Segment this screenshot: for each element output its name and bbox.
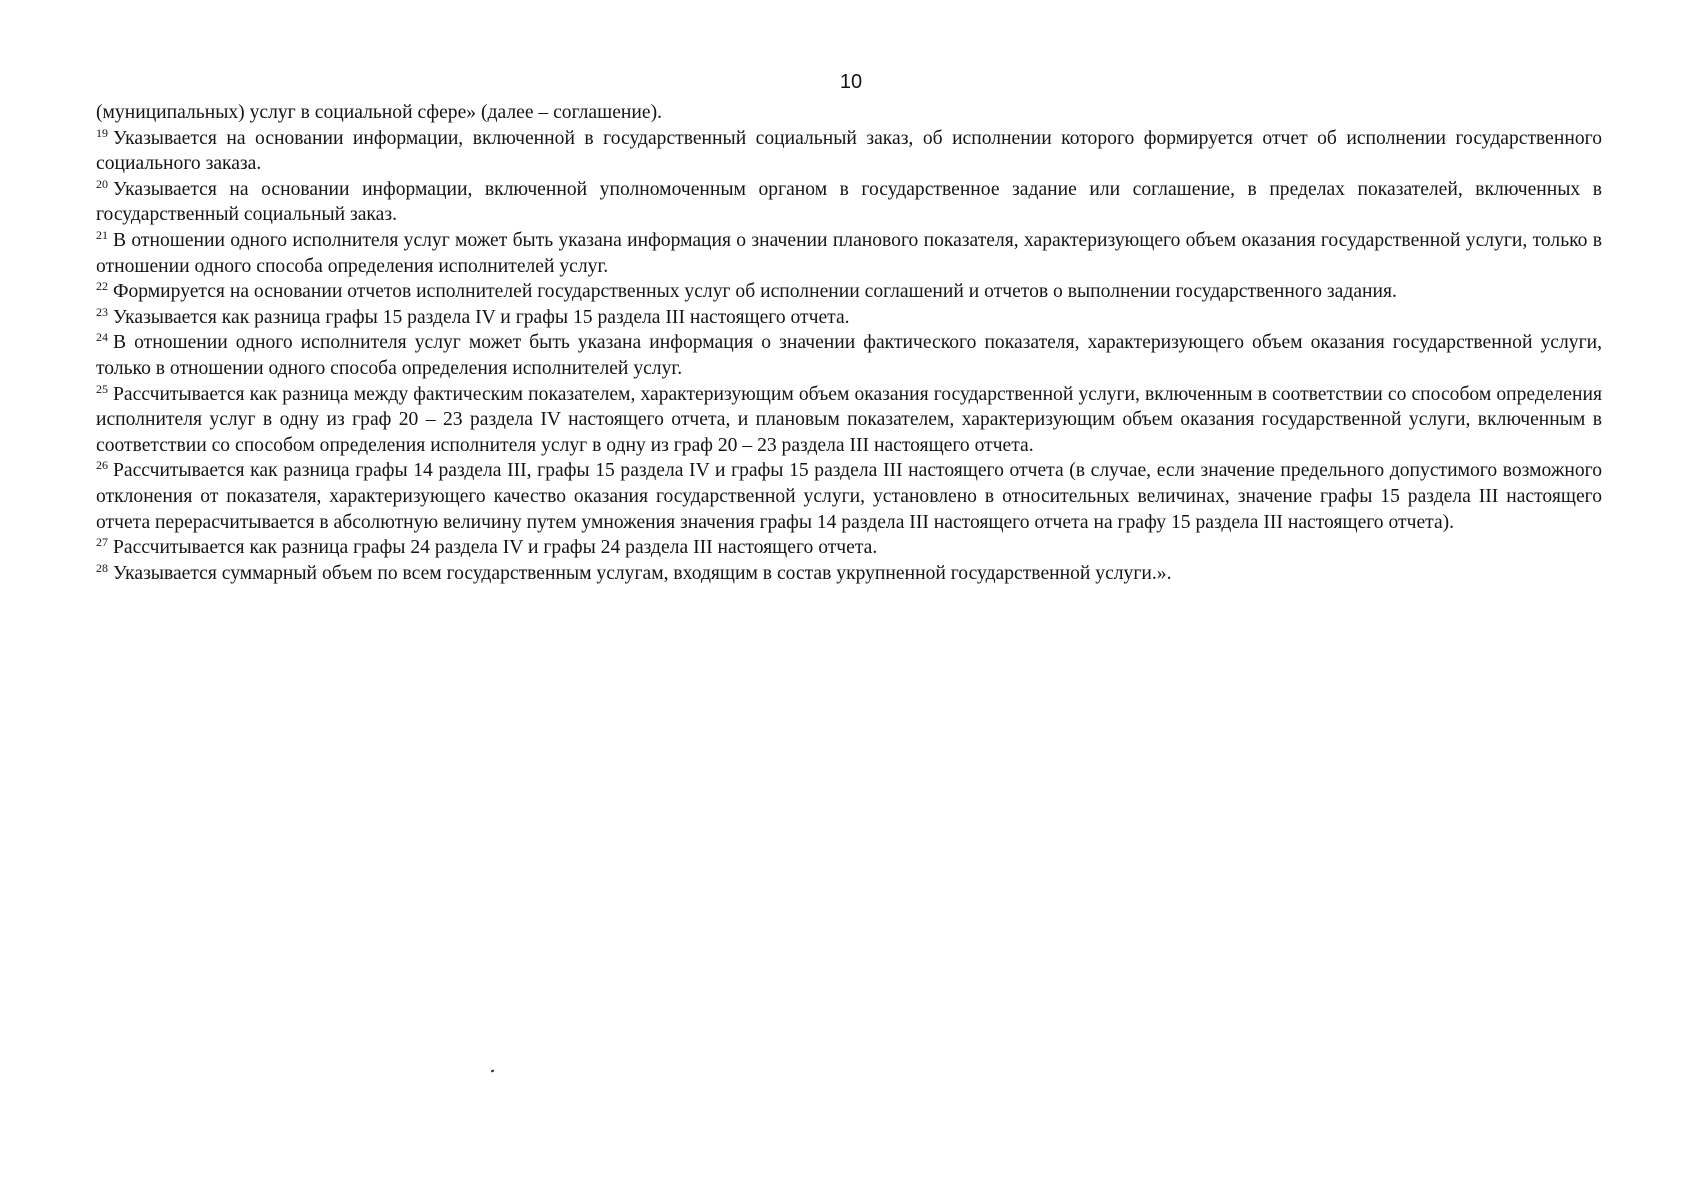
footnote-text: Указывается на основании информации, включенной в государственный социальный заказ, об исполнении которого формируется отчет об исполнении государственного социального заказа. [96,127,1602,175]
footnote-text: Указывается суммарный объем по всем государственным услугам, входящим в состав укрупненной государственной услуги.». [113,562,1172,584]
footnote-23 [96,305,1602,331]
footnote-19 [96,126,1602,177]
footnote-marker: 23 [96,304,108,319]
scan-artifact [491,1070,495,1073]
footnote-20 [96,177,1602,228]
footnote-text: Указывается на основании информации, включенной уполномоченным органом в государственное задание или соглашение, в пределах показателей, включенных в государственный социальный заказ. [96,178,1602,226]
footnote-text: Указывается как разница графы 15 раздела IV и графы 15 раздела III настоящего отчета. [113,306,850,328]
footnote-25 [96,382,1602,459]
footnote-text: В отношении одного исполнителя услуг может быть указана информация о значении планового показателя, характеризующего объем оказания государственной услуги, только в отношении одного способа определения исполнителей услуг. [96,229,1602,277]
footnote-28 [96,561,1602,587]
footnote-text: Рассчитывается как разница графы 14 раздела III, графы 15 раздела IV и графы 15 раздела III настоящего отчета (в случае, если значение предельного допустимого возможного отклонения от показателя, характеризующего качество оказания государственной услуги, установлено в относительных величинах, значение графы 15 раздела III настоящего отчета перерасчитывается в абсолютную величину путем умножения значения графы 14 раздела III настоящего отчета на графу 15 раздела III настоящего отчета). [96,460,1602,533]
footnote-marker: 25 [96,381,108,396]
footnote-marker: 20 [96,176,108,191]
footnote-text: Формируется на основании отчетов исполнителей государственных услуг об исполнении соглашений и отчетов о выполнении государственного задания. [113,281,1397,303]
footnote-marker: 21 [96,227,108,242]
footnote-marker: 22 [96,279,108,294]
page-number: 10 [839,71,863,93]
footnote-21 [96,228,1602,279]
footnote-marker: 26 [96,458,108,473]
footnote-marker: 24 [96,330,108,345]
footnote-continuation [96,100,1602,126]
footnote-text: В отношении одного исполнителя услуг может быть указана информация о значении фактического показателя, характеризующего объем оказания государственной услуги, только в отношении одного способа определения исполнителей услуг. [96,332,1602,379]
footnote-26 [96,458,1602,535]
footnotes-list [96,100,1602,586]
footnote-24 [96,330,1602,381]
footnote-marker: 19 [96,125,108,140]
footnote-text: Рассчитывается как разница между фактическим показателем, характеризующим объем оказания государственной услуги, включенным в соответствии со способом определения исполнителя услуг в одну из граф 20 – 23 раздела IV настоящего отчета, и плановым показателем, характеризующим объем оказания государственной услуги, включенным в соответствии со способом определения исполнителя услуг в одну из граф 20 – 23 раздела III настоящего отчета. [96,383,1602,456]
footnote-marker: 27 [96,535,108,550]
footnote-marker: 28 [96,560,108,575]
footnote-text: (муниципальных) услуг в социальной сфере» (далее – соглашение). [96,102,662,123]
footnote-text: Рассчитывается как разница графы 24 раздела IV и графы 24 раздела III настоящего отчета. [113,537,878,559]
footnote-27 [96,535,1602,561]
footnote-22 [96,279,1602,305]
